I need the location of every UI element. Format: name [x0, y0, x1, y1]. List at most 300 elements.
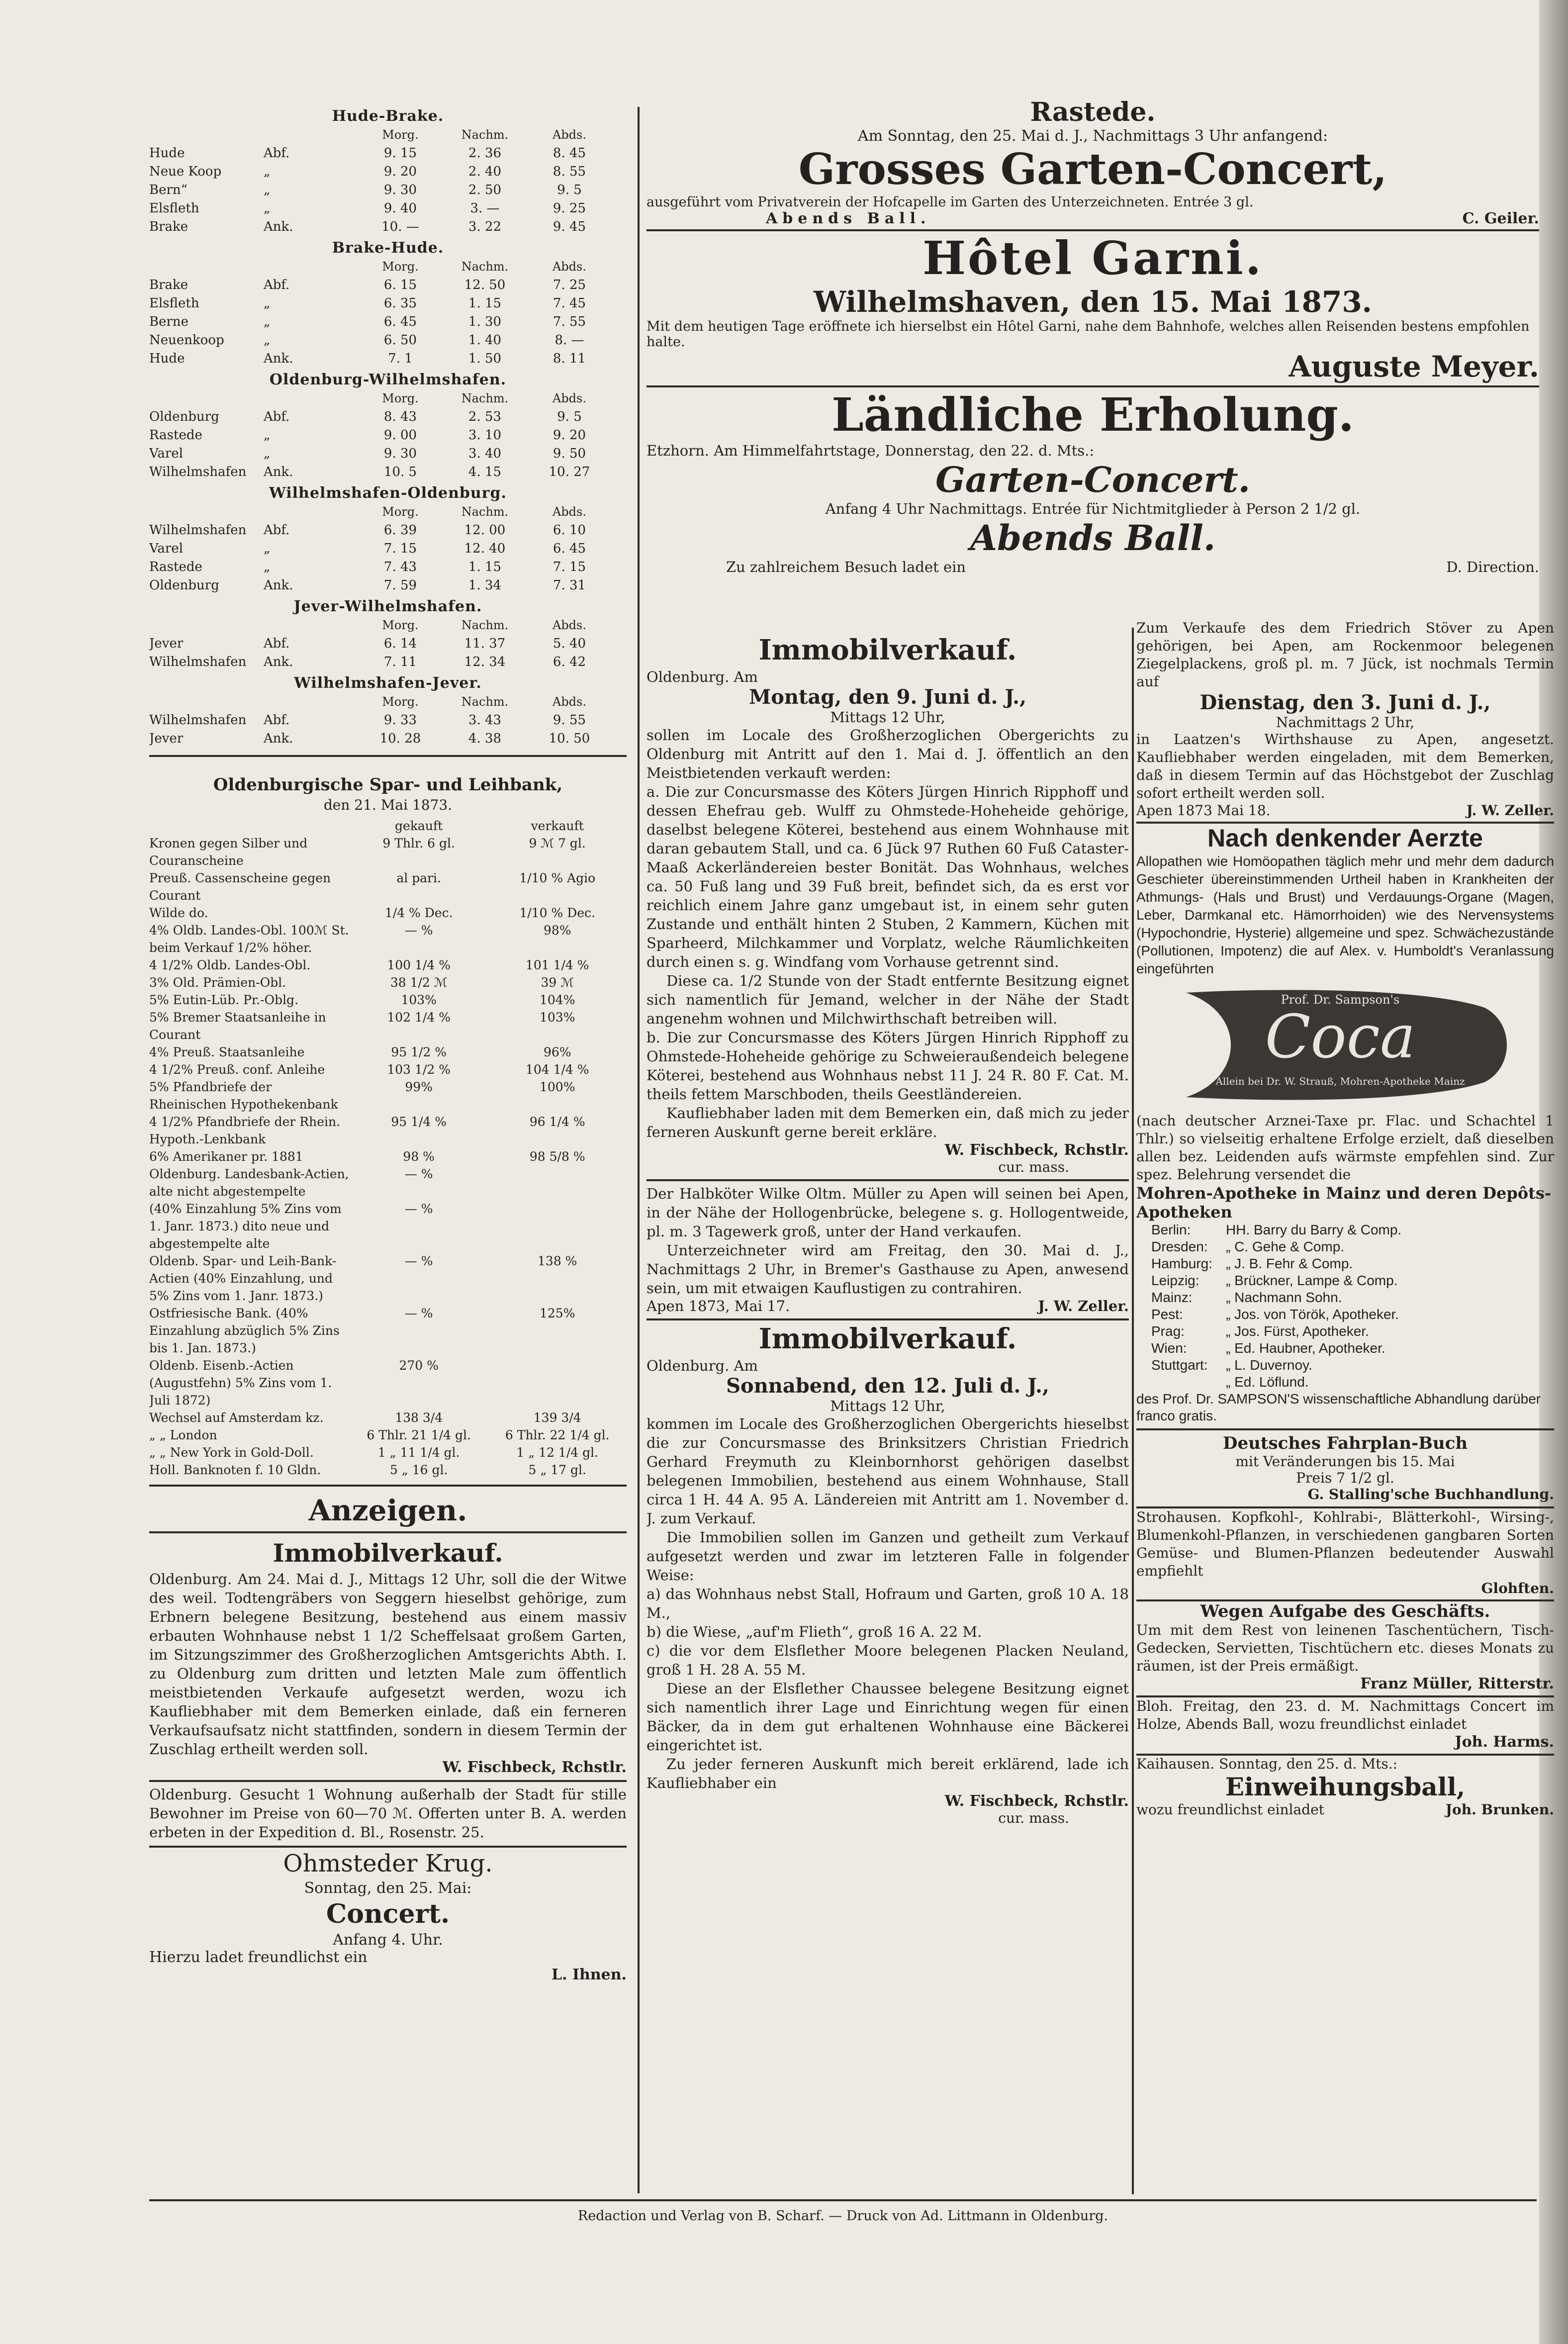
mueller-date: Apen 1873, Mai 17. — [646, 1298, 790, 1314]
timetable-cell: 1. 15 — [468, 296, 502, 311]
bank-cell: 98 % — [403, 1149, 435, 1164]
timetable-cell: Jever — [149, 636, 184, 651]
timetable-cell: Berne — [149, 314, 189, 329]
anzeigen-heading: Anzeigen. — [308, 1494, 467, 1527]
depot-name: „ J. B. Fehr & Comp. — [1226, 1256, 1353, 1271]
rastede-title: Rastede. — [1030, 97, 1156, 127]
immo3-signature: W. Fischbeck, Rchstlr. — [944, 1792, 1129, 1810]
timetable-row — [149, 521, 627, 540]
krug-anfang: Anfang 4. Uhr. — [333, 1931, 443, 1949]
timetable-cell: 12. 40 — [464, 541, 506, 556]
timetable-row — [149, 653, 627, 671]
immo2-b2: Kaufliebhaber laden mit dem Bemerken ein, daß mich zu jeder ferneren Auskunft gerne bereit erkläre. — [646, 1105, 1129, 1140]
timetable-cell: Oldenburg — [149, 409, 219, 424]
bank-cell: 125% — [539, 1306, 575, 1320]
timetable-row — [149, 350, 627, 368]
bank-row — [149, 1113, 627, 1148]
depot-row — [1151, 1340, 1554, 1357]
top-ads — [646, 97, 1539, 627]
bank-cell: 95 1/4 % — [391, 1115, 447, 1129]
depot-city: Stuttgart: — [1151, 1357, 1208, 1373]
krug-concert: Concert. — [326, 1899, 450, 1929]
timetable-cell: „ — [264, 201, 271, 216]
fahrplan-preis: Preis 7 1/2 gl. — [1296, 1470, 1394, 1486]
timetable-cell: „ — [264, 314, 271, 329]
depot-row — [1151, 1272, 1554, 1289]
bank-table — [149, 835, 627, 1479]
bank-cell: 38 1/2 ℳ — [390, 975, 448, 990]
separator — [1136, 1506, 1554, 1508]
bank-row — [149, 904, 627, 922]
hotel-date: Wilhelmshaven, den 15. Mai 1873. — [814, 285, 1372, 319]
depot-row — [1151, 1374, 1554, 1391]
timetable-col-head: Abds. — [552, 618, 586, 632]
separator — [1136, 1428, 1554, 1430]
timetable-cell: 7. 31 — [553, 578, 586, 593]
bank-cell: 100% — [539, 1080, 575, 1094]
depot-city: Dresden: — [1151, 1239, 1208, 1254]
timetable-row — [149, 445, 627, 463]
bank-cell: 98% — [543, 923, 571, 938]
depot-name: „ Ed. Haubner, Apotheker. — [1226, 1340, 1385, 1356]
bank-cell: Oldenb. Spar- und Leih-Bank-Actien (40% Einzahlung, und 5% Zins vom 1. Janr. 1873.) — [149, 1254, 337, 1303]
depot-name: HH. Barry du Barry & Comp. — [1226, 1222, 1402, 1237]
bank-cell: 96 1/4 % — [529, 1115, 585, 1129]
separator — [646, 1318, 1129, 1320]
bank-cell: 139 3/4 — [533, 1410, 581, 1425]
depot-city: Leipzig: — [1151, 1273, 1199, 1288]
col-gekauft: gekauft — [395, 819, 443, 833]
bank-cell: 6 Thlr. 21 1/4 gl. — [367, 1428, 471, 1442]
col-verkauft: verkauft — [531, 819, 584, 833]
wohnung-ad: Oldenburg. Gesucht 1 Wohnung außerhalb der Stadt für stille Bewohner im Preise von 60—70 ℳ. Offerten unter B. A. werden erbeten in der Expedition d. Bl., Rosenstr. 25. — [149, 1786, 627, 1841]
railway-timetable — [149, 107, 627, 748]
verkauf-body: in Laatzen's Wirthshause zu Apen, angesetzt. Kaufliebhaber werden eingeladen, mit dem Bemerken, daß in diesem Termin auf das Höchstgebot der Zuschlag sofort ertheilt werden soll. — [1136, 731, 1554, 801]
timetable-cell: Elsfleth — [149, 296, 199, 311]
timetable-cell: Ank. — [264, 655, 293, 669]
bank-cell: 4 1/2% Oldb. Landes-Obl. — [149, 958, 311, 972]
timetable-cell: 10. — — [381, 219, 419, 234]
timetable-cell: 9. 33 — [383, 713, 417, 728]
timetable-cell: Neuenkoop — [149, 333, 224, 348]
bank-cell: Holl. Banknoten f. 10 Gldn. — [149, 1463, 321, 1477]
depot-list — [1151, 1221, 1554, 1391]
immo3-text-2: Die Immobilien sollen im Ganzen und getheilt zum Verkauf aufgesetzt werden und zwar im letzteren Falle in folgender Weise: — [646, 1529, 1129, 1584]
timetable-col-head: Nachm. — [461, 128, 509, 142]
timetable-cell: 9. 55 — [553, 713, 586, 728]
separator — [1136, 1695, 1554, 1697]
bank-row — [149, 835, 627, 869]
timetable-col-head: Morg. — [382, 505, 419, 519]
timetable-col-head: Abds. — [552, 391, 586, 405]
direction-signature: D. Direction. — [1446, 559, 1539, 575]
immo2-signature: W. Fischbeck, Rchstlr. — [944, 1141, 1129, 1159]
abends-ball-2: Abends Ball. — [970, 517, 1216, 559]
mueller-text: Der Halbköter Wilke Oltm. Müller zu Apen will seinen bei Apen, in der Nähe der Hollogenbrücke, belegene s. g. Hollogentweide, pl. m. 3 Tagewerk groß, unter der Hand verkaufen. — [646, 1185, 1129, 1240]
timetable-cell: 8. — — [554, 333, 584, 348]
timetable-row — [149, 558, 627, 576]
depot-name: „ Jos. Fürst, Apotheker. — [1226, 1323, 1369, 1339]
depot-city — [1151, 1374, 1226, 1391]
bank-cell: 104 1/4 % — [525, 1062, 589, 1077]
hotel-text: Mit dem heutigen Tage eröffnete ich hierselbst ein Hôtel Garni, nahe dem Bahnhofe, welches allen Reisenden bestens empfohlen halte. — [646, 319, 1530, 350]
timetable-cell: 1. 15 — [468, 560, 502, 574]
garten-concert-title: Grosses Garten-Concert, — [798, 144, 1387, 194]
immo3-text-4: Zu jeder ferneren Auskunft mich bereit erklärend, lade ich Kaufliebhaber ein — [646, 1756, 1129, 1791]
timetable-cell: Wilhelmshafen — [149, 713, 247, 728]
immo3-text-3: Diese an der Elsflether Chaussee belegene Besitzung eignet sich namentlich ihrer Lage und Einrichtung wegen für einen Bäcker, da in dem gut erhaltenen Wohnhause eine Bäckerei eingerichtet ist. — [646, 1680, 1129, 1754]
coca-side-text: Präparate — [1452, 1030, 1497, 1040]
timetable-cell: 7. 45 — [553, 296, 586, 311]
geiler-signature: C. Geiler. — [1462, 210, 1539, 227]
timetable-cell: Wilhelmshafen — [149, 523, 247, 538]
immo3-text: kommen im Locale des Großherzoglichen Obergerichts hieselbst die zur Concursmasse des Brinksitzers Christian Friedrich Gerhard Freymuth zu Kleinbornhorst gehörigen daselbst belegenen Immobilien, bestehend aus einem Wohnhause, Stall circa 1 H. 44 A. 95 A. Ländereien mit Antritt am 1. November d. J. zum Verkauf. — [646, 1415, 1129, 1527]
bank-cell: 102 1/4 % — [387, 1010, 451, 1025]
apotheke-line: Mohren-Apotheke in Mainz und deren Depôts-Apotheken — [1136, 1184, 1552, 1221]
timetable-row — [149, 463, 627, 481]
timetable-col-head: Nachm. — [461, 505, 509, 519]
bank-cell: Preuß. Cassenscheine gegen Courant — [149, 871, 331, 903]
timetable-cell: 2. 53 — [468, 409, 502, 424]
bank-cell: 9 Thlr. 6 gl. — [382, 836, 455, 850]
timetable-title: Wilhelmshafen-Jever. — [294, 674, 482, 692]
bank-cell: 101 1/4 % — [525, 958, 589, 972]
depot-city: Prag: — [1151, 1323, 1185, 1339]
timetable-cell: Brake — [149, 219, 188, 234]
timetable-cell: 2. 50 — [468, 183, 502, 197]
timetable-col-head: Nachm. — [461, 391, 509, 405]
timetable-cell: 8. 11 — [553, 351, 586, 366]
bank-cell: 3% Old. Prämien-Obl. — [149, 975, 286, 990]
bank-cell: — % — [404, 1254, 433, 1268]
separator — [149, 1485, 627, 1487]
timetable-cell: Abf. — [264, 523, 290, 538]
bank-row — [149, 991, 627, 1009]
immo3-item-b: b) die Wiese, „auf'm Flieth“, groß 16 A. 22 M. — [646, 1623, 982, 1640]
separator — [149, 1531, 627, 1533]
strohausen-text: Strohausen. Kopfkohl-, Kohlrabi-, Blätterkohl-, Wirsing-, Blumenkohl-Pflanzen, in verschiedenen gangbaren Sorten Gemüse- und Blumen-Pflanzen bedeutender Auswahl empfiehlt — [1136, 1509, 1554, 1579]
timetable-cell: 8. 43 — [383, 409, 417, 424]
separator — [149, 755, 627, 757]
timetable-cell: 9. 25 — [553, 201, 586, 216]
mueller-signature: J. W. Zeller. — [1038, 1298, 1129, 1314]
timetable-header — [149, 258, 627, 276]
bank-row — [149, 1409, 627, 1426]
timetable-cell: 6. 45 — [383, 314, 417, 329]
separator — [646, 385, 1539, 387]
timetable-cell: 3. 43 — [468, 713, 502, 728]
depot-city: Berlin: — [1151, 1222, 1191, 1237]
ausgefuehrt-line: ausgeführt vom Privatverein der Hofcapelle im Garten des Unterzeichneten. Entrée 3 gl. — [646, 194, 1254, 210]
immo3-item-c: c) die vor dem Elsflether Moore belegenen Placken Neuland, groß 1 H. 28 A. 55 M. — [646, 1642, 1129, 1678]
bank-cell: 9 ℳ 7 gl. — [529, 836, 586, 850]
bank-cell: 138 3/4 — [395, 1410, 443, 1425]
bank-cell: „ „ New York in Gold-Doll. — [149, 1445, 314, 1460]
timetable-cell: Varel — [149, 541, 184, 556]
timetable-cell: 2. 40 — [468, 164, 502, 179]
depot-row — [1151, 1323, 1554, 1340]
bank-cell — [488, 1357, 627, 1409]
bank-cell: 104% — [539, 993, 575, 1007]
depot-row — [1151, 1238, 1554, 1255]
verkauf-time: Nachmittags 2 Uhr, — [1276, 714, 1415, 731]
timetable-cell: „ — [264, 428, 271, 443]
depot-name: „ Jos. von Török, Apotheker. — [1226, 1307, 1399, 1322]
immo2-a: a. Die zur Concursmasse des Köters Jürgen Hinrich Ripphoff und dessen Ehefrau geb. Wulff zu Ohmstede-Hoheheide gehörige, daselbst belegene Köterei, bestehend aus einem Wohnhause mit daran gebautem Stall, und ca. 6 Jück 97 Ruthen 60 Fuß Cataster-Maaß Ackerländereien bester Bonität. Das Wohnhaus, welches ca. 50 Fuß lang und 39 Fuß breit, befindet sich, da es erst vor reichlich einem Jahre ganz umgebaut ist, in einem sehr guten Zustande und enthält hinten 2 Stuben, 2 Kammern, Küchen mit Sparheerd, Milchkammer und Vorplatz, welche Räumlichkeiten durch einen s. g. Windfang vom Vorhause getrennt sind. — [646, 783, 1129, 970]
imprint-footer: Redaction und Verlag von B. Scharf. — Druck von Ad. Littmann in Oldenburg. — [577, 2208, 1108, 2224]
timetable-cell: 7. 59 — [383, 578, 417, 593]
verkauf-signature: J. W. Zeller. — [1466, 802, 1554, 819]
kaihausen-line: Kaihausen. Sonntag, den 25. d. Mts.: — [1136, 1756, 1398, 1772]
coca-text: (nach deutscher Arznei-Taxe pr. Flac. und Schachtel 1 Thlr.) so vielseitig erhaltene Erfolge erzielt, daß dieselben allen bez. Leidenden aufs wärmste empfehlen sind. Zur spez. Belehrung versendet die — [1136, 1113, 1554, 1183]
bank-cell: 5 „ 16 gl. — [389, 1463, 448, 1477]
timetable-cell: 9. 45 — [553, 219, 586, 234]
coca-wordmark: Coca — [1265, 1003, 1416, 1072]
immo2-signature-2: cur. mass. — [998, 1159, 1069, 1175]
depot-name: „ C. Gehe & Comp. — [1226, 1239, 1345, 1254]
timetable-cell: Oldenburg — [149, 578, 219, 593]
depot-name: „ L. Duvernoy. — [1226, 1357, 1312, 1373]
depot-name: „ Nachmann Sohn. — [1226, 1290, 1342, 1305]
bank-cell: 1/10 % Agio — [519, 871, 596, 885]
timetable-cell: 9. 00 — [383, 428, 417, 443]
fahrplan-title: Deutsches Fahrplan-Buch — [1222, 1433, 1468, 1453]
timetable-row — [149, 408, 627, 426]
timetable-row — [149, 181, 627, 199]
timetable-col-head: Morg. — [382, 391, 419, 405]
bank-cell: — % — [404, 1167, 433, 1181]
bank-cell: 39 ℳ — [541, 975, 574, 990]
bank-row — [149, 1148, 627, 1165]
bank-cell: Wilde do. — [149, 906, 208, 920]
hotel-title: Hôtel Garni. — [922, 231, 1263, 285]
timetable-cell: 8. 55 — [553, 164, 586, 179]
timetable-cell: 2. 36 — [468, 146, 502, 161]
sampson-text: des Prof. Dr. SAMPSON'S wissenschaftliche Abhandlung darüber franco gratis. — [1136, 1391, 1541, 1423]
timetable-cell: 12. 50 — [464, 278, 506, 292]
bank-cell: al pari. — [396, 871, 441, 885]
timetable-cell: 9. 20 — [553, 428, 586, 443]
separator — [646, 229, 1539, 231]
laendliche-title: Ländliche Erholung. — [831, 388, 1354, 442]
bank-cell: Oldenb. Eisenb.-Actien (Augustfehn) 5% Zins vom 1. Juli 1872) — [149, 1358, 332, 1407]
depot-city: Pest: — [1151, 1307, 1183, 1322]
bank-cell: 1/4 % Dec. — [384, 906, 453, 920]
depot-city: Mainz: — [1151, 1290, 1193, 1305]
bloh-signature: Joh. Harms. — [1455, 1733, 1554, 1751]
timetable-cell: Elsfleth — [149, 201, 199, 216]
timetable-cell: Rastede — [149, 560, 202, 574]
aufgabe-title: Wegen Aufgabe des Geschäfts. — [1200, 1601, 1490, 1621]
bank-cell: 4 1/2% Preuß. conf. Anleihe — [149, 1062, 325, 1077]
separator — [1136, 1599, 1554, 1601]
bank-cell: 5% Bremer Staatsanleihe in Courant — [149, 1010, 326, 1042]
depot-row — [1151, 1289, 1554, 1306]
bank-cell: 103% — [401, 993, 437, 1007]
column-rule-right — [1132, 628, 1134, 2194]
separator — [1136, 822, 1554, 824]
depot-row — [1151, 1255, 1554, 1272]
bank-cell: — % — [404, 1306, 433, 1320]
timetable-col-head: Morg. — [382, 695, 419, 709]
timetable-cell: 9. 15 — [383, 146, 417, 161]
krug-title: Ohmsteder Krug. — [283, 1850, 493, 1877]
immo2-time: Mittags 12 Uhr, — [830, 709, 945, 726]
timetable-title: Hude-Brake. — [332, 107, 444, 125]
immo3-signature-2: cur. mass. — [998, 1810, 1069, 1826]
timetable-cell: Ank. — [264, 731, 293, 746]
timetable-cell: 9. 5 — [557, 183, 582, 197]
timetable-cell: Varel — [149, 446, 184, 461]
timetable-col-head: Morg. — [382, 260, 419, 274]
timetable-header — [149, 693, 627, 711]
timetable-cell: 3. 22 — [468, 219, 502, 234]
timetable-cell: 5. 40 — [553, 636, 586, 651]
verkauf-text: Zum Verkaufe des dem Friedrich Stöver zu Apen gehörigen, bei Apen, am Rockenmoor belegenen Ziegelplackens, groß pl. m. 7 Jück, ist nochmals Termin auf — [1136, 620, 1554, 690]
timetable-cell: 1. 40 — [468, 333, 502, 348]
bank-row — [149, 956, 627, 974]
bank-cell: 100 1/4 % — [387, 958, 451, 972]
timetable-cell: 1. 30 — [468, 314, 502, 329]
abends-ball: Abends Ball. — [766, 210, 931, 227]
timetable-cell: 6. 39 — [383, 523, 417, 538]
timetable-title: Oldenburg-Wilhelmshafen. — [269, 371, 507, 388]
timetable-cell: 10. 5 — [383, 465, 417, 479]
bank-date: den 21. Mai 1873. — [323, 797, 453, 813]
depot-name: „ Brückner, Lampe & Comp. — [1226, 1273, 1398, 1288]
immo2-text: sollen im Locale des Großherzoglichen Obergerichts zu Oldenburg mit Antritt auf den 1. Mai d. J. öffentlich an den Meistbietenden verkauft werden: — [646, 727, 1129, 781]
timetable-cell: 12. 00 — [464, 523, 506, 538]
krug-date: Sonntag, den 25. Mai: — [304, 1879, 472, 1897]
timetable-col-head: Abds. — [552, 128, 586, 142]
timetable-cell: 9. 30 — [383, 446, 417, 461]
immo2-place: Oldenburg. Am — [646, 668, 758, 685]
timetable-cell: 1. 50 — [468, 351, 502, 366]
timetable-cell: 1. 34 — [468, 578, 502, 593]
timetable-cell: Bern“ — [149, 183, 187, 197]
bank-cell: 1/10 % Dec. — [519, 906, 596, 920]
timetable-cell: Ank. — [264, 465, 293, 479]
timetable-row — [149, 730, 627, 748]
bank-cell: 99% — [405, 1080, 433, 1094]
timetable-cell: Abf. — [264, 278, 290, 292]
timetable-cell: 9. 50 — [553, 446, 586, 461]
timetable-row — [149, 276, 627, 294]
timetable-col-head: Abds. — [552, 695, 586, 709]
left-column — [149, 104, 627, 2144]
timetable-cell: 6. 35 — [383, 296, 417, 311]
separator — [1136, 1754, 1554, 1756]
timetable-row — [149, 144, 627, 163]
timetable-cell: Wilhelmshafen — [149, 655, 247, 669]
timetable-row — [149, 331, 627, 350]
timetable-cell: „ — [264, 333, 271, 348]
timetable-cell: Abf. — [264, 146, 290, 161]
immo1-title: Immobilverkauf. — [273, 1538, 503, 1568]
bank-row — [149, 1305, 627, 1357]
timetable-cell: 4. 15 — [468, 465, 502, 479]
immo3-title: Immobilverkauf. — [758, 1322, 1017, 1355]
timetable-col-head: Abds. — [552, 260, 586, 274]
bank-row — [149, 869, 627, 904]
immo2-b: b. Die zur Concursmasse des Köters Jürgen Hinrich Ripphoff zu Ohmstede-Hoheheide gehörige zu Schweieraußendeich belegene Köterei, bestehend aus Wohnhaus nebst 11 J. 24 R. 80 F. Cat. M. theils fettem Marschboden, theils Geestländereien. — [646, 1029, 1129, 1103]
timetable-cell: 3. 40 — [468, 446, 502, 461]
bank-cell: 6 Thlr. 22 1/4 gl. — [505, 1428, 610, 1442]
timetable-cell: 6. 10 — [553, 523, 586, 538]
middle-column — [646, 632, 1129, 2193]
aufgabe-text: Um mit dem Rest von leinenen Taschentüchern, Tisch-Gedecken, Servietten, Tischtüchern etc. dieses Monats zu räumen, ist der Preis ermäßigt. — [1136, 1622, 1554, 1674]
timetable-col-head: Morg. — [382, 618, 419, 632]
timetable-row — [149, 576, 627, 595]
timetable-cell: Abf. — [264, 409, 290, 424]
timetable-cell: 7. 1 — [388, 351, 413, 366]
timetable-cell: Jever — [149, 731, 184, 746]
timetable-cell: 10. 50 — [549, 731, 590, 746]
einweihung-text: wozu freundlichst einladet — [1136, 1801, 1324, 1818]
bank-cell: Oldenburg. Landesbank-Actien, alte nicht abgestempelte — [149, 1167, 349, 1199]
timetable-cell: 8. 45 — [553, 146, 586, 161]
bank-cell: Ostfriesische Bank. (40% Einzahlung abzüglich 5% Zins bis 1. Jan. 1873.) — [149, 1306, 340, 1355]
aufgabe-signature: Franz Müller, Ritterstr. — [1360, 1675, 1554, 1692]
timetable-title: Brake-Hude. — [332, 239, 444, 257]
bank-cell: Wechsel auf Amsterdam kz. — [149, 1410, 324, 1425]
timetable-cell: „ — [264, 560, 271, 574]
bank-title: Oldenburgische Spar- und Leihbank, — [213, 775, 563, 795]
bank-cell: — % — [404, 1202, 433, 1216]
bank-row — [149, 1043, 627, 1061]
bank-row — [149, 1461, 627, 1479]
bank-cell: 5% Pfandbriefe der Rheinischen Hypothekenbank — [149, 1080, 338, 1112]
timetable-cell: 3. — — [470, 201, 500, 216]
timetable-cell: 9. 20 — [383, 164, 417, 179]
timetable-header — [149, 126, 627, 144]
timetable-col-head: Nachm. — [461, 260, 509, 274]
bank-row — [149, 1426, 627, 1444]
timetable-cell: Ank. — [264, 578, 293, 593]
bank-cell: 270 % — [399, 1358, 439, 1373]
immo3-place: Oldenburg. Am — [646, 1357, 758, 1374]
hotel-signature: Auguste Meyer. — [1289, 350, 1539, 383]
bank-cell — [488, 1200, 627, 1252]
immo3-date: Sonnabend, den 12. Juli d. J., — [726, 1374, 1049, 1398]
bank-cell: 98 5/8 % — [529, 1149, 585, 1164]
timetable-row — [149, 711, 627, 730]
timetable-row — [149, 218, 627, 236]
coca-bottom-text: Allein bei Dr. W. Strauß, Mohren-Apotheke Mainz — [1215, 1075, 1465, 1087]
aerzte-text: Allopathen wie Homöopathen täglich mehr und mehr dem dadurch Geschieter übereinstimmenden Urtheil haben in Krankheiten der Athmungs- (Hals und Brust) und Verdauungs-Organe (Magen, Leber, Darmkanal etc. Hämorrhoiden) wie des Nervensystems (Hypochondrie, Hysterie) allgemeine und spez. Schwächezustände (Pollutionen, Impotenz) die auf Alex. v. Humboldt's Veranlassung eingeführten — [1136, 853, 1554, 976]
bank-cell: 4 1/2% Pfandbriefe der Rhein. Hypoth.-Lenkbank — [149, 1115, 341, 1146]
timetable-cell: „ — [264, 183, 271, 197]
timetable-cell: 10. 27 — [549, 465, 590, 479]
timetable-cell: 7. 43 — [383, 560, 417, 574]
timetable-cell: Hude — [149, 351, 185, 366]
timetable-row — [149, 313, 627, 331]
bank-cell: — % — [404, 923, 433, 938]
bank-cell: 1 „ 12 1/4 gl. — [516, 1445, 599, 1460]
fahrplan-signature: G. Stalling'sche Buchhandlung. — [1307, 1486, 1554, 1502]
timetable-row — [149, 163, 627, 181]
timetable-cell: 9. 5 — [557, 409, 582, 424]
strohausen-signature: Glohften. — [1481, 1580, 1554, 1596]
timetable-cell: 10. 28 — [379, 731, 421, 746]
depot-city: Wien: — [1151, 1340, 1187, 1356]
timetable-cell: „ — [264, 164, 271, 179]
fahrplan-text: mit Veränderungen bis 15. Mai — [1235, 1453, 1455, 1470]
coca-logo — [1176, 983, 1514, 1107]
aerzte-title: Nach denkender Aerzte — [1207, 824, 1483, 852]
immo3-time: Mittags 12 Uhr, — [830, 1398, 945, 1414]
timetable-cell: Hude — [149, 146, 185, 161]
